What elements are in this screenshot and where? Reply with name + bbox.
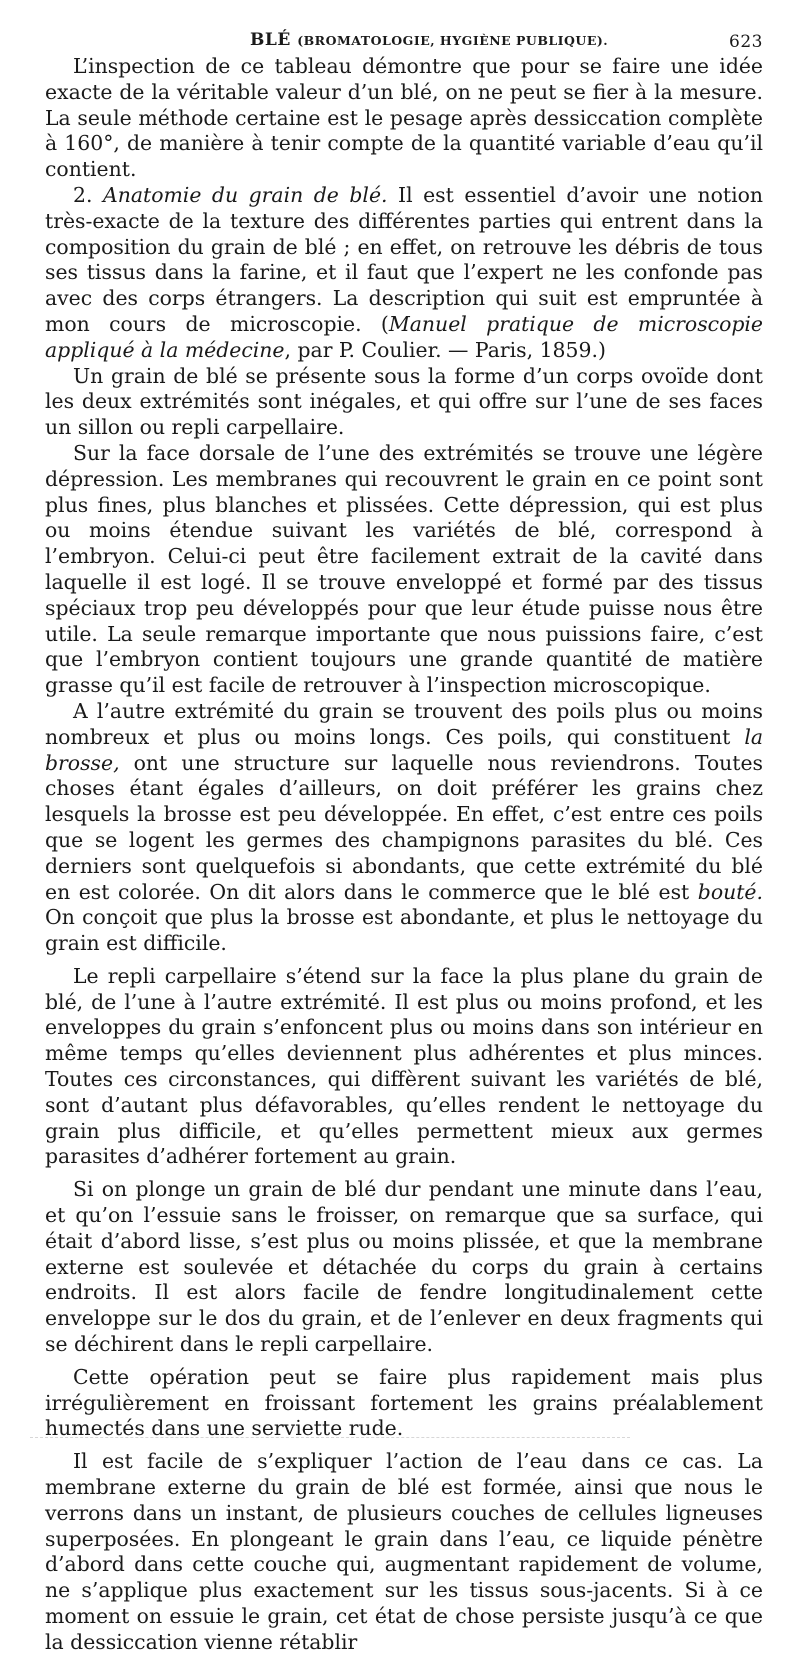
paragraph <box>45 1177 763 1358</box>
body-text <box>45 54 763 1656</box>
text-run: Un grain de blé se présente sous la forme d’un corps ovoïde dont les deux extrémités sont inégales, et qui offre sur l’une de ses faces un sillon ou repli carpellaire. <box>45 363 763 440</box>
running-title <box>250 30 608 50</box>
text-run: ont une structure sur laquelle nous reviendrons. Toutes choses étant égales d’ailleurs, on doit préférer les grains chez lesquels la brosse est peu développée. En effet, c’est entre ces poils que se logent les germes des champignons parasites du blé. Ces derniers sont quelquefois si abondants, que cette extrémité du blé en est colorée. On dit alors dans le commerce que le blé est <box>45 750 763 904</box>
text-run: Il est essentiel d’avoir une notion très-exacte de la texture des différentes parties qui entrent dans la composition du grain de blé ; en effet, on retrouve les débris de tous ses tissus dans la farine, et il faut que l’expert ne les confonde pas avec des corps étrangers. La description qui suit est empruntée à mon cours de microscopie. ( <box>45 182 764 336</box>
paragraph <box>45 54 763 183</box>
text-run: On conçoit que plus la brosse est abondante, et plus le nettoyage du grain est difficile. <box>45 905 763 956</box>
running-header <box>45 28 763 54</box>
text-run: Il est facile de s’expliquer l’action de l’eau dans ce cas. La membrane externe du grain de blé est formée, ainsi que nous le verrons dans un instant, de plusieurs couches de cellules ligneuses superposées. En plongeant le grain dans l’eau, ce liquide pénètre d’abord dans cette couche qui, augmentant rapidement de volume, ne s’applique plus exactement sur les tissus sous-jacents. Si à ce moment on essuie le grain, cet état de chose persiste jusqu’à ce que la dessiccation vienne rétablir <box>45 1449 763 1654</box>
text-run: 2. <box>73 182 103 207</box>
text-run: Si on plonge un grain de blé dur pendant une minute dans l’eau, et qu’on l’essuie sans le froisser, on remarque que sa surface, qui était d’abord lisse, s’est plus ou moins plissée, et que la membrane externe est soulevée et détachée du corps du grain à certains endroits. Il est alors facile de fendre longitudinalement cette enveloppe sur le dos du grain, et de l’enlever en deux fragments qui se déchirent dans le repli carpellaire. <box>45 1177 763 1357</box>
text-run: Cette opération peut se faire plus rapidement mais plus irrégulièrement en froissant fortement les grains préalablement humectés dans une serviette rude. <box>45 1364 763 1441</box>
italic-text: la brosse, <box>45 724 763 775</box>
paragraph <box>45 964 763 1170</box>
text-run: Le repli carpellaire s’étend sur la face la plus plane du grain de blé, de l’une à l’autre extrémité. Il est plus ou moins profond, et les enveloppes du grain s’enfoncent plus ou moins dans son intérieur en même temps qu’elles deviennent plus adhérentes et plus minces. Toutes ces circonstances, qui diffèrent suivant les variétés de blé, sont d’autant plus défavorables, qu’elles rendent le nettoyage du grain plus difficile, et qu’elles permettent mieux aux germes parasites d’adhérer fortement au grain. <box>45 963 763 1169</box>
text-run: A l’autre extrémité du grain se trouvent des poils plus ou moins nombreux et plus ou moins longs. Ces poils, qui constituent <box>45 698 763 749</box>
paragraph <box>45 1449 763 1655</box>
running-title-main: BLÉ <box>250 30 291 50</box>
page <box>45 28 763 1656</box>
italic-text: Manuel pratique de microscopie appliqué à la médecine <box>45 311 764 362</box>
paragraph <box>45 364 763 441</box>
page-bottom-noise <box>30 1437 630 1438</box>
running-title-sub: (BROMATOLOGIE, HYGIÈNE PUBLIQUE). <box>297 33 609 48</box>
page-number: 623 <box>729 32 763 52</box>
paragraph <box>45 441 763 699</box>
text-run: Sur la face dorsale de l’une des extrémités se trouve une légère dépression. Les membranes qui recouvrent le grain en ce point sont plus fines, plus blanches et plissées. Cette dépression, qui est plus ou moins étendue suivant les variétés de blé, correspond à l’embryon. Celui-ci peut être facilement extrait de la cavité dans laquelle il est logé. Il se trouve enveloppé et formé par des tissus spéciaux trop peu développés pour que leur étude puisse nous être utile. La seule remarque importante que nous puissions faire, c’est que l’embryon contient toujours une grande quantité de matière grasse qu’il est facile de retrouver à l’inspection microscopique. <box>45 440 763 698</box>
paragraph <box>45 1365 763 1442</box>
text-run: , par P. Coulier. — Paris, 1859.) <box>284 337 606 362</box>
italic-text: bouté. <box>697 879 763 904</box>
text-run: L’inspection de ce tableau démontre que pour se faire une idée exacte de la véritable valeur d’un blé, on ne peut se fier à la mesure. La seule méthode certaine est le pesage après dessiccation complète à 160°, de manière à tenir compte de la quantité variable d’eau qu’il contient. <box>45 54 763 182</box>
italic-text: Anatomie du grain de blé. <box>102 182 388 207</box>
paragraph <box>45 183 763 364</box>
paragraph <box>45 699 763 957</box>
